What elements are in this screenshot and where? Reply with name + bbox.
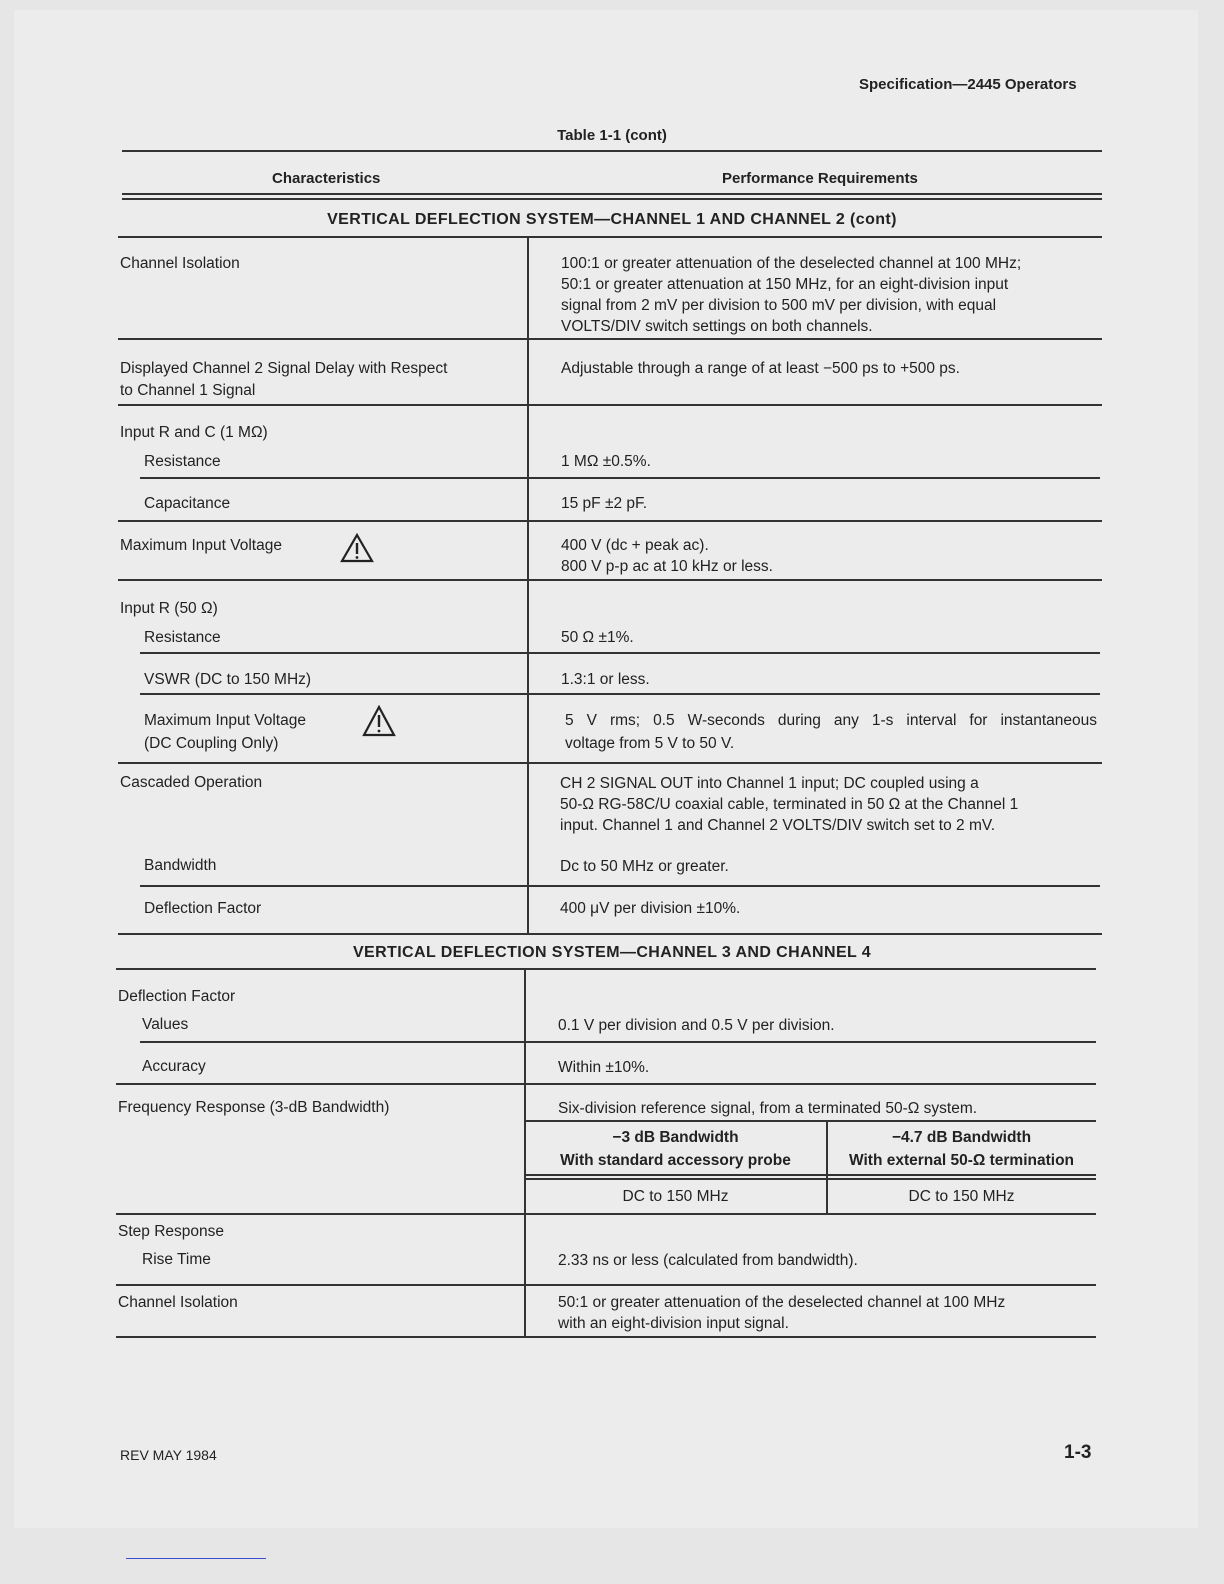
running-title: Specification—2445 Operators bbox=[859, 76, 1077, 93]
bandwidth-label: Bandwidth bbox=[144, 857, 217, 874]
max-input-value-1: 400 V (dc + peak ac). bbox=[561, 537, 709, 554]
bottom-edge-line bbox=[126, 1558, 266, 1559]
row-rule bbox=[140, 693, 1100, 695]
step-response-label: Step Response bbox=[118, 1223, 224, 1240]
channel-isolation-value-1: 100:1 or greater attenuation of the deselected channel at 100 MHz; bbox=[561, 255, 1022, 272]
r50-max-label-2: (DC Coupling Only) bbox=[144, 735, 279, 752]
resistance-label: Resistance bbox=[144, 453, 221, 470]
column-header-characteristics: Characteristics bbox=[272, 170, 381, 187]
cascaded-value-2: 50-Ω RG-58C/U coaxial cable, terminated in 50 Ω at the Channel 1 bbox=[560, 796, 1019, 813]
row-rule bbox=[118, 338, 1102, 340]
cascaded-value-1: CH 2 SIGNAL OUT into Channel 1 input; DC coupled using a bbox=[560, 775, 979, 792]
subtable-header-rule-double bbox=[525, 1178, 1096, 1180]
delay-label-2: to Channel 1 Signal bbox=[120, 382, 256, 399]
ch34-isolation-label: Channel Isolation bbox=[118, 1294, 238, 1311]
section-title-ch1-ch2: VERTICAL DEFLECTION SYSTEM—CHANNEL 1 AND CHANNEL 2 (cont) bbox=[327, 211, 897, 228]
ch34-isolation-value-2: with an eight-division input signal. bbox=[558, 1315, 789, 1332]
row-rule bbox=[118, 933, 1102, 935]
row-rule bbox=[140, 652, 1100, 654]
ch34-isolation-value-1: 50:1 or greater attenuation of the deselected channel at 100 MHz bbox=[558, 1294, 1006, 1311]
table-bottom-rule bbox=[116, 1336, 1096, 1338]
r50-max-value-1: 5 V rms; 0.5 W-seconds during any 1-s interval for instantaneous bbox=[565, 712, 1097, 729]
page-number: 1-3 bbox=[1064, 1442, 1092, 1463]
row-rule bbox=[140, 885, 1100, 887]
column-divider bbox=[527, 236, 529, 933]
subtable-right-header-1: −4.7 dB Bandwidth bbox=[891, 1129, 1032, 1146]
cascaded-deflection-value: 400 μV per division ±10%. bbox=[560, 900, 741, 917]
accuracy-label: Accuracy bbox=[142, 1058, 206, 1075]
max-input-label: Maximum Input Voltage bbox=[120, 537, 282, 554]
row-rule bbox=[116, 1083, 1096, 1085]
rise-time-label: Rise Time bbox=[142, 1251, 211, 1268]
channel-isolation-value-4: VOLTS/DIV switch settings on both channels. bbox=[561, 318, 873, 335]
subtable-header-rule bbox=[525, 1174, 1096, 1176]
header-rule-double bbox=[122, 198, 1102, 200]
channel-isolation-label: Channel Isolation bbox=[120, 255, 240, 272]
top-rule bbox=[122, 150, 1102, 152]
section-rule bbox=[116, 968, 1096, 970]
freq-response-label: Frequency Response (3-dB Bandwidth) bbox=[118, 1099, 390, 1116]
freq-response-value: Six-division reference signal, from a terminated 50-Ω system. bbox=[558, 1100, 978, 1117]
bandwidth-value: Dc to 50 MHz or greater. bbox=[560, 858, 729, 875]
table-title: Table 1-1 (cont) bbox=[557, 127, 667, 144]
rise-time-value: 2.33 ns or less (calculated from bandwidth). bbox=[558, 1252, 858, 1269]
row-rule bbox=[118, 762, 1102, 764]
revision-date: REV MAY 1984 bbox=[120, 1447, 217, 1463]
channel-isolation-value-3: signal from 2 mV per division to 500 mV per division, with equal bbox=[561, 297, 997, 314]
input-rc-label: Input R and C (1 MΩ) bbox=[120, 424, 268, 441]
r50-max-value-2: voltage from 5 V to 50 V. bbox=[565, 735, 735, 752]
header-rule bbox=[122, 193, 1102, 195]
subtable-right-value: DC to 150 MHz bbox=[908, 1188, 1015, 1205]
r50-max-label-1: Maximum Input Voltage bbox=[144, 712, 306, 729]
cascaded-deflection-label: Deflection Factor bbox=[144, 900, 262, 917]
cascaded-value-3: input. Channel 1 and Channel 2 VOLTS/DIV switch set to 2 mV. bbox=[560, 817, 996, 834]
row-rule bbox=[140, 477, 1100, 479]
subtable-right-header-2: With external 50-Ω termination bbox=[848, 1152, 1075, 1169]
row-rule bbox=[118, 579, 1102, 581]
subtable-left-value: DC to 150 MHz bbox=[622, 1188, 729, 1205]
vswr-label: VSWR (DC to 150 MHz) bbox=[144, 671, 312, 688]
delay-label-1: Displayed Channel 2 Signal Delay with Respect bbox=[120, 360, 448, 377]
input-r50-label: Input R (50 Ω) bbox=[120, 600, 218, 617]
row-rule bbox=[118, 520, 1102, 522]
values-value: 0.1 V per division and 0.5 V per division. bbox=[558, 1017, 835, 1034]
r50-resistance-value: 50 Ω ±1%. bbox=[561, 629, 634, 646]
column-header-performance: Performance Requirements bbox=[722, 170, 918, 187]
delay-value: Adjustable through a range of at least −500 ps to +500 ps. bbox=[561, 360, 960, 377]
max-input-value-2: 800 V p-p ac at 10 kHz or less. bbox=[561, 558, 773, 575]
resistance-value: 1 MΩ ±0.5%. bbox=[561, 453, 651, 470]
channel-isolation-value-2: 50:1 or greater attenuation at 150 MHz, for an eight-division input bbox=[561, 276, 1009, 293]
accuracy-value: Within ±10%. bbox=[558, 1059, 650, 1076]
section-title-ch3-ch4: VERTICAL DEFLECTION SYSTEM—CHANNEL 3 AND CHANNEL 4 bbox=[352, 944, 872, 961]
row-rule bbox=[116, 1284, 1096, 1286]
vswr-value: 1.3:1 or less. bbox=[561, 671, 650, 688]
r50-resistance-label: Resistance bbox=[144, 629, 221, 646]
warning-triangle-icon bbox=[340, 533, 374, 563]
values-label: Values bbox=[142, 1016, 189, 1033]
deflection-factor-label: Deflection Factor bbox=[118, 988, 236, 1005]
capacitance-value: 15 pF ±2 pF. bbox=[561, 495, 648, 512]
subtable-left-header-1: −3 dB Bandwidth bbox=[612, 1129, 739, 1146]
section-rule bbox=[118, 236, 1102, 238]
row-rule bbox=[116, 1213, 1096, 1215]
row-rule bbox=[118, 404, 1102, 406]
subtable-left-header-2: With standard accessory probe bbox=[560, 1152, 791, 1169]
capacitance-label: Capacitance bbox=[144, 495, 231, 512]
subtable-top-rule bbox=[525, 1120, 1096, 1122]
row-rule bbox=[140, 1041, 1096, 1043]
cascaded-label: Cascaded Operation bbox=[120, 774, 263, 791]
warning-triangle-icon bbox=[362, 705, 396, 737]
